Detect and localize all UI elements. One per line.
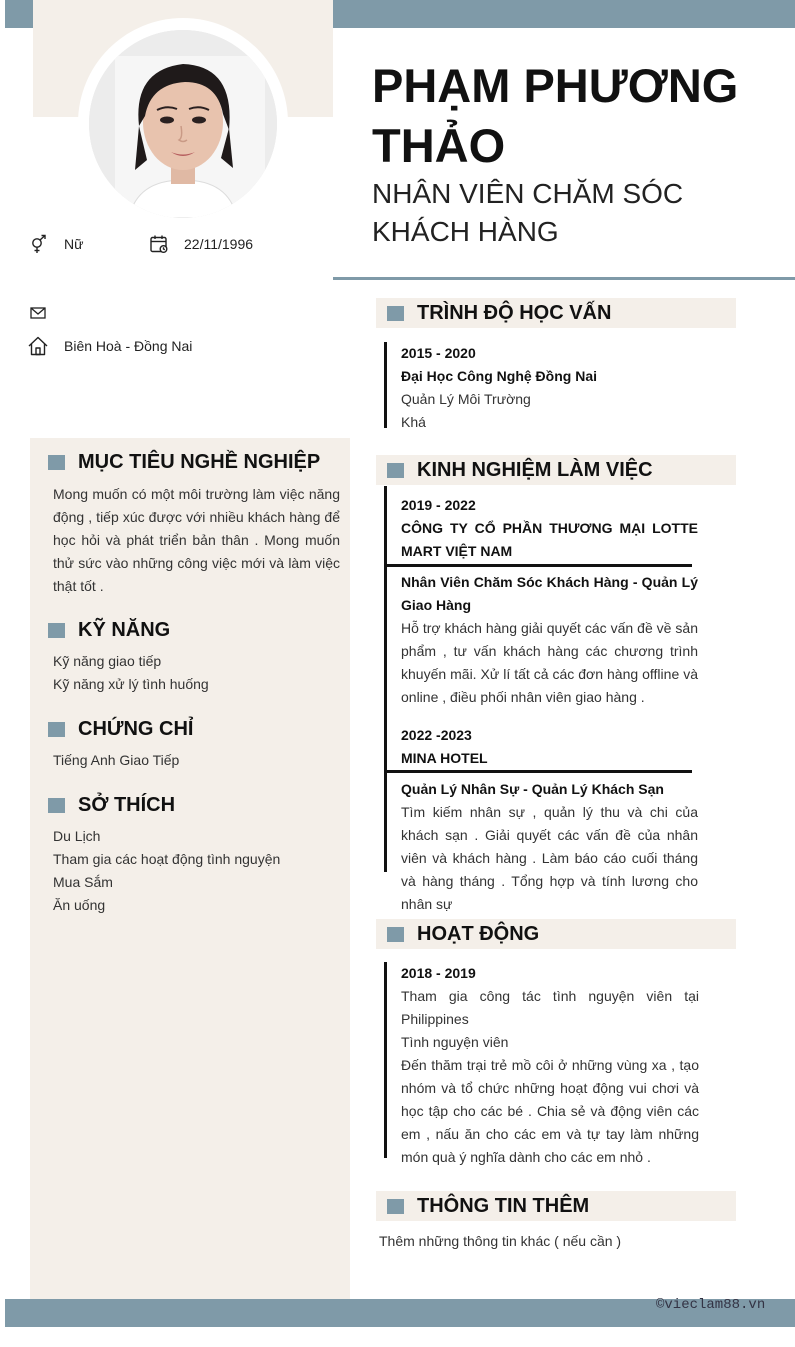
job-company: CÔNG TY CỔ PHẦN THƯƠNG MẠI LOTTE MART VIỆT NAM [401,520,698,559]
skills-heading [48,619,338,642]
job-details [401,571,698,709]
section-bullet [387,463,404,478]
skills-section [48,619,338,696]
section-bullet [387,927,404,942]
certificates-heading [48,718,338,741]
birthdate-value: 22/11/1996 [184,236,254,252]
experience-title: KINH NGHIỆM LÀM VIỆC [417,458,653,481]
activity-role: Tình nguyện viên [401,1034,509,1050]
activity-entry [384,962,699,1165]
email-row [27,302,49,324]
watermark: ©vieclam88.vn [656,1297,766,1313]
job-period: 2019 - 2022 [401,497,476,513]
header-divider [333,277,795,280]
activities-title: HOẠT ĐỘNG [417,922,540,945]
activity-name: Tham gia công tác tình nguyện viên tại Philippines [401,988,699,1027]
address-value: Biên Hoà - Đồng Nai [64,338,193,354]
extra-title: THÔNG TIN THÊM [417,1194,590,1217]
objective-section [48,451,338,598]
section-bullet [48,455,65,470]
job-details [401,778,698,916]
job-entry [401,494,698,563]
birthdate-row [148,233,253,255]
hobby-item: Ăn uống [53,897,106,913]
job-description: Hỗ trợ khách hàng giải quyết các vấn đề về sản phẩm , tư vấn khách hàng các chương trình khuyến mãi. Xử lí tất cả các đơn hàng offline và online , điều phối nhân viên giao hàng . [401,620,698,705]
activity-description: Đến thăm trại trẻ mồ côi ở những vùng xa , tạo nhóm và tổ chức những hoạt động vui chơi và học tập cho các bé . Chia sẻ và động viên các em , nấu ăn cho các em và tự tay làm những món quà ý nghĩa dành cho các em nhỏ . [401,1057,699,1165]
candidate-name: PHẠM PHƯƠNG THẢO [372,59,739,172]
gender-icon [27,233,49,255]
objective-text: Mong muốn có một môi trường làm việc năng động , tiếp xúc được với nhiều khách hàng để học hỏi và phát triển bản thân . Mong muốn thử sức vào những công việc mới và làm việc thật tốt . [53,486,340,594]
skill-item: Kỹ năng xử lý tình huống [53,676,209,692]
certificates-section [48,718,338,772]
education-grade: Khá [401,414,426,430]
section-bullet [387,306,404,321]
gender-value: Nữ [64,236,84,252]
education-title: TRÌNH ĐỘ HỌC VẤN [417,301,612,324]
job-position: Quản Lý Nhân Sự - Quản Lý Khách Sạn [401,781,664,797]
home-icon [27,335,49,357]
calendar-icon [148,233,170,255]
education-major: Quản Lý Môi Trường [401,391,531,407]
education-school: Đại Học Công Nghệ Đồng Nai [401,368,597,384]
job-position: Nhân Viên Chăm Sóc Khách Hàng - Quản Lý Giao Hàng [401,574,698,613]
gender-row [27,233,83,255]
extra-heading [376,1191,736,1221]
job-period: 2022 -2023 [401,727,472,743]
address-row [27,335,192,357]
hobbies-heading [48,794,338,817]
job-title: NHÂN VIÊN CHĂM SÓC KHÁCH HÀNG [372,178,684,247]
section-bullet [48,722,65,737]
extra-text: Thêm những thông tin khác ( nếu cần ) [379,1233,622,1249]
education-period: 2015 - 2020 [401,345,476,361]
job-company: MINA HOTEL [401,750,488,766]
hobby-item: Mua Sắm [53,874,113,890]
experience-heading [376,455,736,485]
objective-heading [48,451,338,474]
skill-item: Kỹ năng giao tiếp [53,653,162,669]
hobbies-title: SỞ THÍCH [78,794,176,816]
activities-heading [376,919,736,949]
section-bullet [48,623,65,638]
hobby-item: Tham gia các hoạt động tình nguyện [53,851,281,867]
experience-timeline [384,486,387,872]
certificate-item: Tiếng Anh Giao Tiếp [53,752,180,768]
email-icon [27,302,49,324]
job-divider [387,564,692,567]
job-entry [401,724,698,770]
certificates-title: CHỨNG CHỈ [78,718,194,740]
skills-title: KỸ NĂNG [78,619,171,641]
hobby-item: Du Lịch [53,828,101,844]
job-description: Tìm kiếm nhân sự , quản lý thu và chi của khách sạn . Giải quyết các vấn đề của nhân viên và khách hàng . Làm báo cáo cuối tháng và hàng tháng . Tổng hợp và tính lương cho nhân sự [401,804,698,912]
hobbies-section [48,794,338,917]
objective-title: MỤC TIÊU NGHỀ NGHIỆP [78,451,321,473]
activity-period: 2018 - 2019 [401,965,476,981]
job-divider [387,770,692,773]
section-bullet [387,1199,404,1214]
section-bullet [48,798,65,813]
education-heading [376,298,736,328]
avatar [89,30,277,218]
education-entry [384,342,699,428]
